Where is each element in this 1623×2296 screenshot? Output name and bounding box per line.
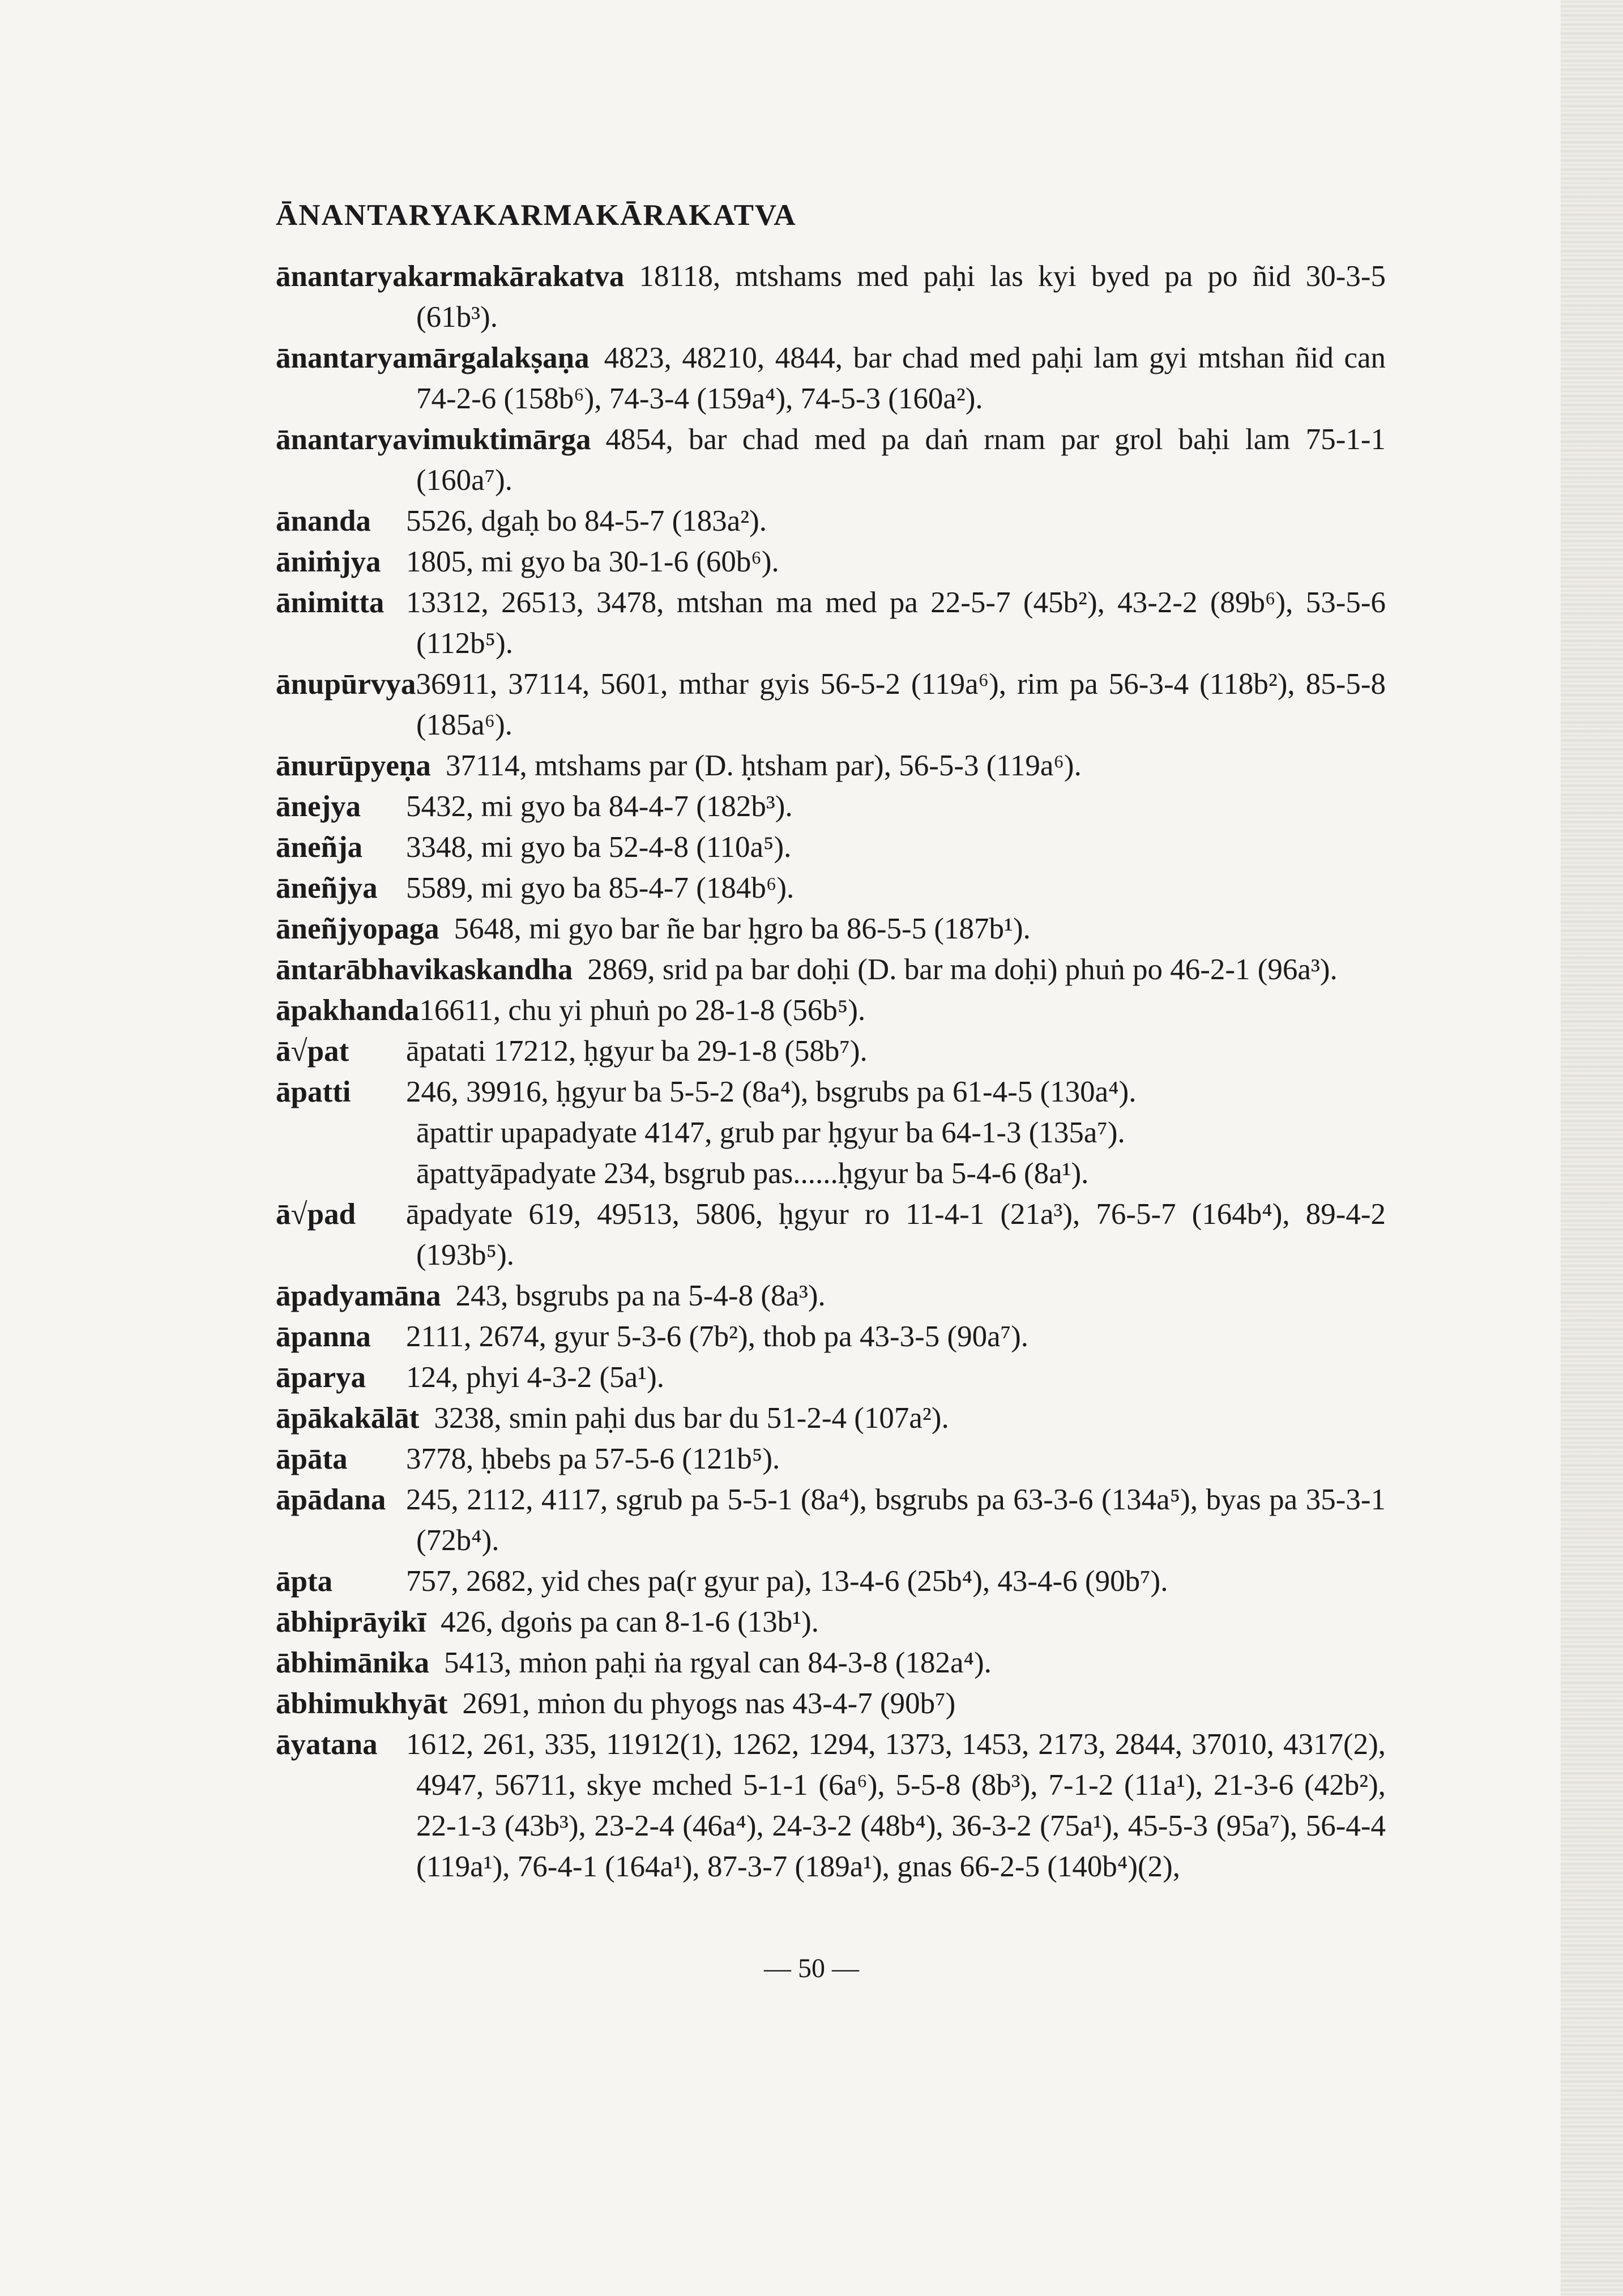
entry-text: 2111, 2674, gyur 5-3-6 (7b²), thob pa 43-3-5 (90a⁷). <box>406 1320 1029 1353</box>
entry-text: āpattir upapadyate 4147, grub par ḥgyur ba 64-1-3 (135a⁷). <box>416 1116 1125 1149</box>
entry-headword: āpāta <box>276 1443 348 1475</box>
dictionary-entry <box>276 419 1386 501</box>
dictionary-entry <box>276 541 1386 582</box>
entry-headword: āyatana <box>276 1728 378 1761</box>
dictionary-entry <box>276 1398 1386 1439</box>
dictionary-entry <box>276 990 1386 1031</box>
entry-text: 3238, smin paḥi dus bar du 51-2-4 (107a²). <box>434 1402 949 1435</box>
entry-headword: āparya <box>276 1361 366 1394</box>
entry-headword: āpādana <box>276 1483 386 1516</box>
dictionary-entry <box>276 786 1386 827</box>
entry-text: 1612, 261, 335, 11912(1), 1262, 1294, 1373, 1453, 2173, 2844, 37010, 4317(2), 4947, 56711, skye mched 5-1-1 (6a⁶), 5-5-8 (8b³), 7-1-2 (11a¹), 21-3-6 (42b²), 22-1-3 (43b³), 23-2-4 (46a⁴), 24-3-2 (48b⁴), 36-3-2 (75a¹), 45-5-3 (95a⁷), 56-4-4 (119a¹), 76-4-1 (164a¹), 87-3-7 (189a¹), gnas 66-2-5 (140b⁴)(2), <box>406 1728 1386 1883</box>
dictionary-entry <box>276 338 1386 419</box>
entry-text: 5589, mi gyo ba 85-4-7 (184b⁶). <box>406 872 795 904</box>
dictionary-entry <box>276 1194 1386 1275</box>
dictionary-entry <box>276 745 1386 786</box>
entry-headword: āneñjya <box>276 872 378 904</box>
entry-text: 1805, mi gyo ba 30-1-6 (60b⁶). <box>406 545 779 578</box>
entry-text: 3348, mi gyo ba 52-4-8 (110a⁵). <box>406 831 792 864</box>
dictionary-entry <box>276 1724 1386 1887</box>
dictionary-entry <box>276 1357 1386 1398</box>
dictionary-entry <box>276 1275 1386 1316</box>
dictionary-entry <box>276 1153 1386 1194</box>
dictionary-entry <box>276 949 1386 990</box>
dictionary-entry <box>276 1031 1386 1072</box>
entry-text: 426, dgoṅs pa can 8-1-6 (13b¹). <box>441 1606 819 1638</box>
entry-text: āpadyate 619, 49513, 5806, ḥgyur ro 11-4-1 (21a³), 76-5-7 (164b⁴), 89-4-2 (193b⁵). <box>406 1198 1386 1271</box>
dictionary-entry <box>276 664 1386 745</box>
dictionary-entry <box>276 1316 1386 1357</box>
entry-headword: āpatti <box>276 1076 351 1108</box>
dictionary-entry <box>276 1439 1386 1479</box>
entry-headword: ānantaryavimuktimārga <box>276 423 591 456</box>
entry-headword: ānimitta <box>276 586 385 619</box>
dictionary-entry <box>276 582 1386 664</box>
entry-text: 2691, mṅon du phyogs nas 43-4-7 (90b⁷) <box>462 1687 956 1720</box>
entry-headword: ānurūpyeṇa <box>276 749 431 782</box>
entry-text: 243, bsgrubs pa na 5-4-8 (8a³). <box>455 1279 826 1312</box>
entry-headword: āpakhanda <box>276 994 420 1027</box>
entry-headword: ābhimukhyāt <box>276 1687 448 1720</box>
entry-headword: ānupūrvya <box>276 668 416 701</box>
entry-text: 124, phyi 4-3-2 (5a¹). <box>406 1361 664 1394</box>
entry-headword: āneñja <box>276 831 363 864</box>
dictionary-entry <box>276 908 1386 949</box>
entry-text: 5648, mi gyo bar ñe bar ḥgro ba 86-5-5 (187b¹). <box>454 912 1031 945</box>
entry-text: 5526, dgaḥ bo 84-5-7 (183a²). <box>406 505 767 537</box>
entry-headword: ānantaryakarmakārakatva <box>276 260 625 293</box>
dictionary-entry <box>276 501 1386 541</box>
entry-headword: ā√pad <box>276 1198 356 1231</box>
entry-headword: ā√pat <box>276 1035 349 1068</box>
dictionary-entry <box>276 827 1386 868</box>
entry-headword: āpadyamāna <box>276 1279 441 1312</box>
section-heading: ĀNANTARYAKARMAKĀRAKATVA <box>276 199 797 232</box>
entry-headword: ānanda <box>276 505 371 537</box>
entry-text: 3778, ḥbebs pa 57-5-6 (121b⁵). <box>406 1443 780 1475</box>
entry-headword: āpākakālāt <box>276 1402 420 1435</box>
entry-headword: ānantaryamārgalakṣaṇa <box>276 342 590 374</box>
entry-headword: āpta <box>276 1565 333 1598</box>
entry-text: 18118, mtshams med paḥi las kyi byed pa po ñid 30-3-5 (61b³). <box>416 260 1386 334</box>
entry-text: āpattyāpadyate 234, bsgrub pas......ḥgyur ba 5-4-6 (8a¹). <box>416 1157 1089 1190</box>
entry-text: 4854, bar chad med pa daṅ rnam par grol baḥi lam 75-1-1 (160a⁷). <box>416 423 1386 497</box>
entry-text: āpatati 17212, ḥgyur ba 29-1-8 (58b⁷). <box>406 1035 868 1068</box>
dictionary-entry <box>276 1479 1386 1561</box>
dictionary-entry <box>276 1561 1386 1602</box>
entry-text: 4823, 48210, 4844, bar chad med paḥi lam gyi mtshan ñid can 74-2-6 (158b⁶), 74-3-4 (159a⁴), 74-5-3 (160a²). <box>416 342 1386 415</box>
dictionary-entry <box>276 1112 1386 1153</box>
page-number: — 50 — <box>764 1953 859 1983</box>
entry-headword: āniṁjya <box>276 545 381 578</box>
entry-headword: āneñjyopaga <box>276 912 439 945</box>
entry-text: 37114, mtshams par (D. ḥtsham par), 56-5-3 (119a⁶). <box>445 749 1082 782</box>
dictionary-entry <box>276 1642 1386 1683</box>
entry-text: 757, 2682, yid ches pa(r gyur pa), 13-4-6 (25b⁴), 43-4-6 (90b⁷). <box>406 1565 1168 1598</box>
entry-text: 246, 39916, ḥgyur ba 5-5-2 (8a⁴), bsgrubs pa 61-4-5 (130a⁴). <box>406 1076 1137 1108</box>
entry-text: 16611, chu yi phuṅ po 28-1-8 (56b⁵). <box>419 994 866 1027</box>
entry-text: 13312, 26513, 3478, mtshan ma med pa 22-5-7 (45b²), 43-2-2 (89b⁶), 53-5-6 (112b⁵). <box>406 586 1386 660</box>
dictionary-entry <box>276 1072 1386 1112</box>
dictionary-entry <box>276 868 1386 908</box>
entry-headword: ābhimānika <box>276 1646 430 1679</box>
entry-text: 5432, mi gyo ba 84-4-7 (182b³). <box>406 790 793 823</box>
entry-headword: ābhiprāyikī <box>276 1606 426 1638</box>
dictionary-entries <box>276 256 1386 1887</box>
dictionary-entry <box>276 1683 1386 1724</box>
entry-text: 5413, mṅon paḥi ṅa rgyal can 84-3-8 (182a⁴). <box>444 1646 992 1679</box>
dictionary-entry <box>276 256 1386 338</box>
entry-text: 245, 2112, 4117, sgrub pa 5-5-1 (8a⁴), bsgrubs pa 63-3-6 (134a⁵), byas pa 35-3-1 (72b⁴). <box>406 1483 1386 1557</box>
entry-text: 36911, 37114, 5601, mthar gyis 56-5-2 (119a⁶), rim pa 56-3-4 (118b²), 85-5-8 (185a⁶). <box>416 668 1386 741</box>
entry-headword: āpanna <box>276 1320 371 1353</box>
entry-text: 2869, srid pa bar doḥi (D. bar ma doḥi) phuṅ po 46-2-1 (96a³). <box>587 953 1338 986</box>
dictionary-entry <box>276 1602 1386 1642</box>
page-edge-scan-artifact <box>1561 0 1623 2296</box>
entry-headword: āntarābhavikaskandha <box>276 953 573 986</box>
entry-headword: ānejya <box>276 790 361 823</box>
